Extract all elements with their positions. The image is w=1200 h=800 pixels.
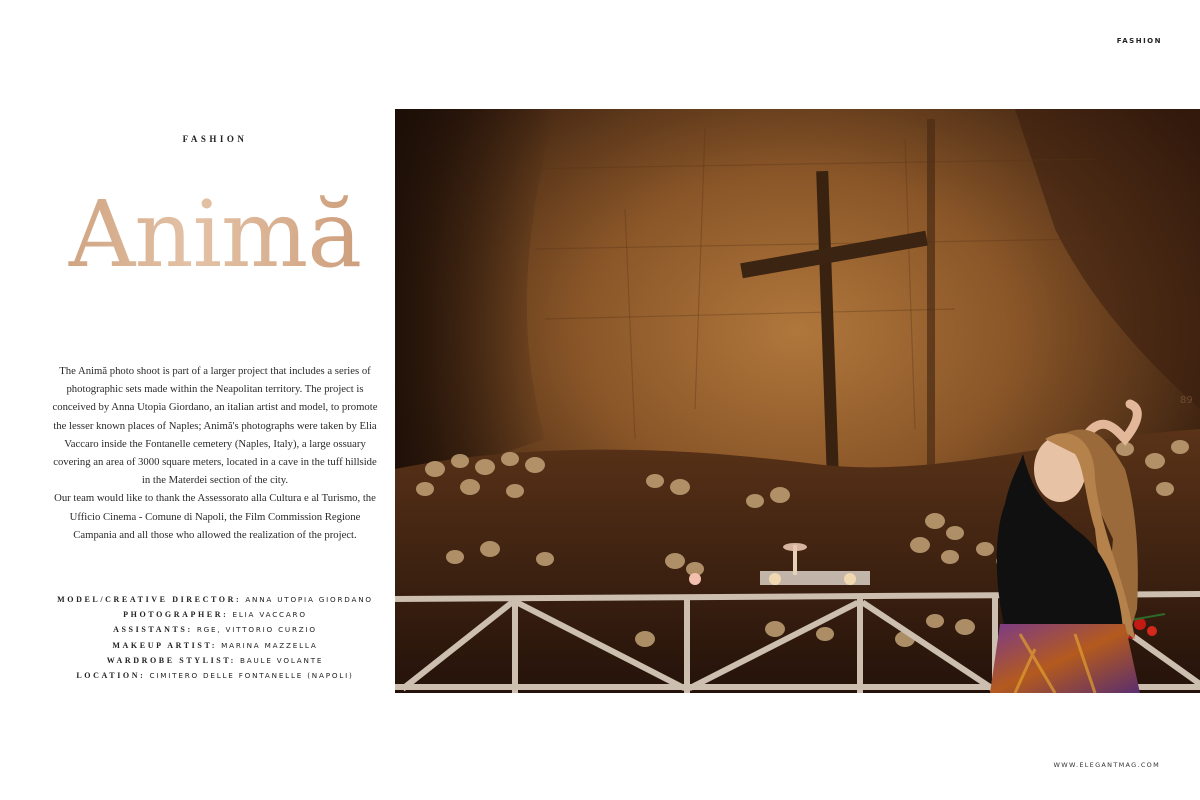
credit-role: ASSISTANTS: <box>113 625 193 635</box>
credit-name: MARINA MAZZELLA <box>221 640 318 650</box>
credit-role: MODEL/CREATIVE DIRECTOR: <box>57 595 242 604</box>
article-body <box>52 362 378 544</box>
article-paragraph: Our team would like to thank the Assessorato alla Cultura e al Turismo, the Ufficio Cinema - Comune di Napoli, the Film Commission Regione Campania and all those who allowed the realization of the project. <box>54 492 376 541</box>
credit-line <box>0 668 430 683</box>
credit-line <box>0 607 430 622</box>
article-paragraph: The Animă photo shoot is part of a larger project that includes a series of photographic sets made within the Neapolitan territory. The project is conceived by Anna Utopia Giordano, an italian artist and model, to promote the lesser known places of Naples; Animă's photographs were taken by Elia Vaccaro inside the Fontanelle cemetery (Naples, Italy), a large ossuary covering an area of 3000 square meters, located in a cave in the tuff hillside in the Materdei section of the city. <box>52 365 378 487</box>
credit-line <box>0 592 430 607</box>
credit-name: CIMITERO DELLE FONTANELLE (NAPOLI) <box>149 671 354 681</box>
cave-ossuary-image <box>395 109 1200 693</box>
page-number: 89 <box>1180 395 1193 406</box>
credit-role: WARDROBE STYLIST: <box>106 655 236 665</box>
credit-line <box>0 653 430 668</box>
feature-photo <box>395 109 1200 693</box>
credit-name: BAULE VOLANTE <box>240 655 324 665</box>
article-kicker: FASHION <box>182 134 248 144</box>
website-url: WWW.ELEGANTMAG.COM <box>1053 761 1160 769</box>
credit-line <box>0 638 430 653</box>
credit-role: LOCATION: <box>76 671 146 681</box>
credit-role: PHOTOGRAPHER: <box>123 610 229 620</box>
credit-name: ELIA VACCARO <box>232 610 307 620</box>
credit-line <box>0 622 430 637</box>
header-section-label: FASHION <box>1116 37 1162 45</box>
credit-name: ANNA UTOPIA GIORDANO <box>245 595 373 604</box>
credits-list <box>0 592 430 683</box>
credit-name: RGE, VITTORIO CURZIO <box>196 625 317 635</box>
wooden-post <box>927 119 935 479</box>
article-title: Animă <box>0 180 430 290</box>
credit-role: MAKEUP ARTIST: <box>112 640 218 650</box>
